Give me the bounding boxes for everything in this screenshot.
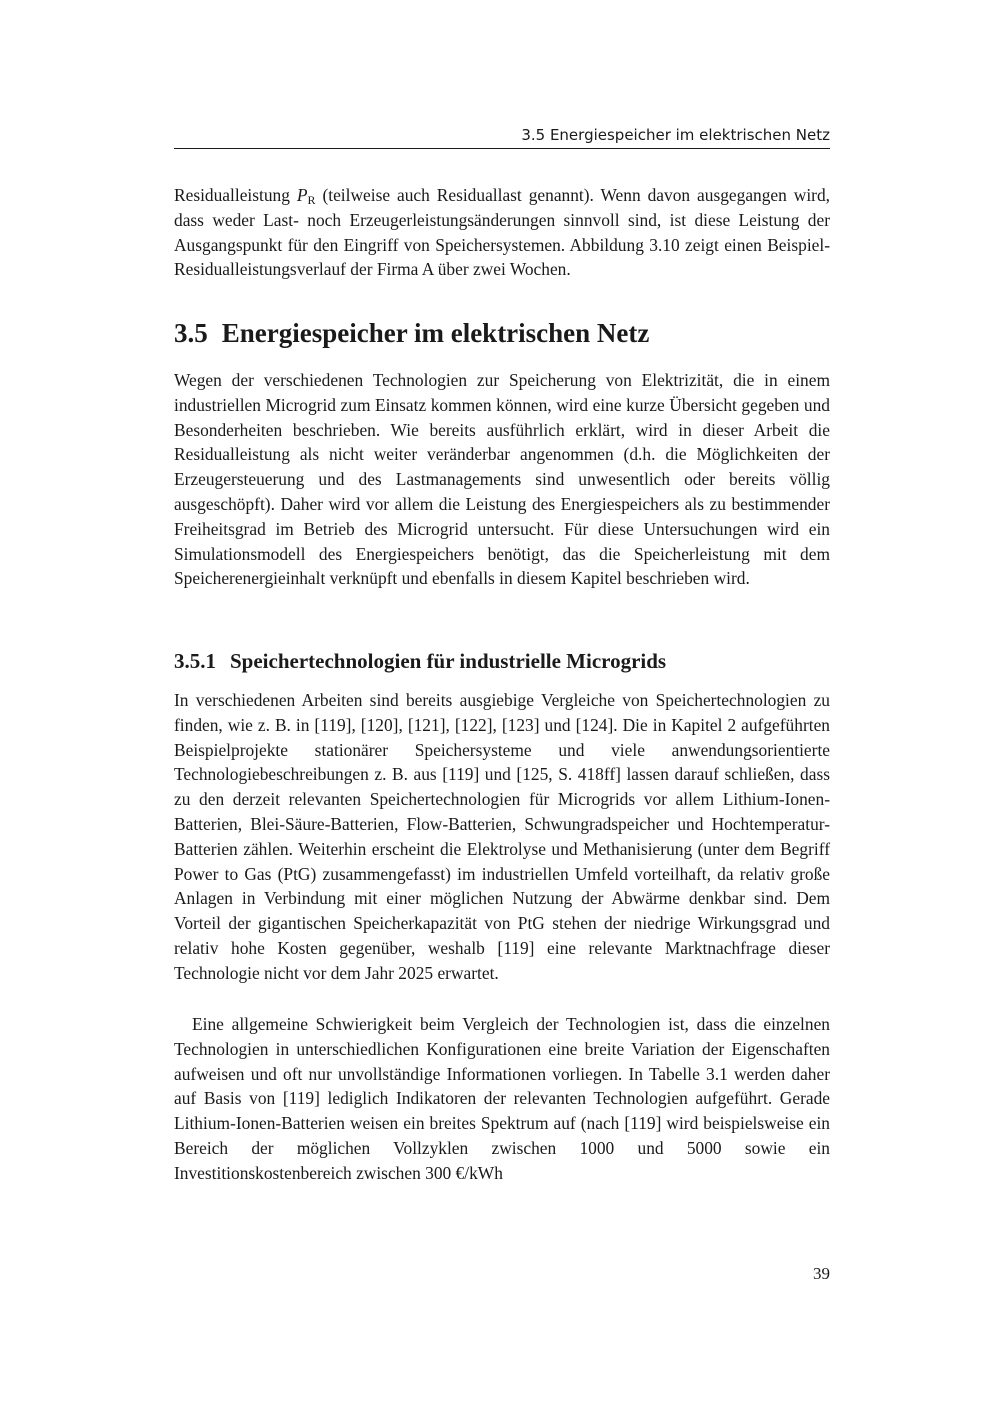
section-paragraph: Wegen der verschiedenen Technologien zur Speicherung von Elektrizität, die in einem industriellen Microgrid zum Einsatz kommen können, wird eine kurze Übersicht gegeben und Besonderheiten beschrieben. Wie bereits ausführlich erklärt, wird in dieser Arbeit die Residualleistung als nicht weiter veränderbar angenommen (d.h. die Möglichkeiten der Erzeugersteuerung und des Lastmanagements sind unwesentlich oder bereits völlig ausgeschöpft). Daher wird vor allem die Leistung des Energiespeichers als zu bestimmender Freiheitsgrad im Betrieb des Microgrid untersucht. Für diese Untersuchungen wird ein Simulationsmodell des Energiespeichers benötigt, das die Speicherleistung mit dem Speicherenergieinhalt verknüpft und ebenfalls in diesem Kapitel beschrieben wird. (174, 370, 830, 589)
residual-power-subscript: R (307, 193, 316, 207)
intro-text-after: (teilweise auch Residuallast genannt). Wenn davon ausgegangen wird, dass weder Last- noch Erzeugerleistungsänderungen sinnvoll sind, ist diese Leistung der Ausgangspunkt für den Eingriff von Speichersystemen. Abbildung 3.10 zeigt einen Beispiel-Residualleistungsverlauf der Firma A über zwei Wochen. (174, 185, 831, 280)
intro-paragraph (174, 183, 830, 282)
section-title: Energiespeicher im elektrischen Netz (221, 318, 650, 348)
section-heading (174, 316, 830, 350)
running-head: 3.5 Energiespeicher im elektrischen Netz (521, 126, 830, 144)
subsection-heading (174, 647, 830, 675)
residual-power-symbol: P (296, 185, 308, 205)
section-number: 3.5 (174, 318, 208, 348)
subsection-number: 3.5.1 (174, 649, 216, 673)
intro-text-before: Residualleistung (174, 185, 297, 205)
subsection-paragraph-2: Eine allgemeine Schwierigkeit beim Vergleich der Technologien ist, dass die einzelnen Technologien in unterschiedlichen Konfigurationen eine breite Variation der Eigenschaften aufweisen und oft nur unvollständige Informationen vorliegen. In Tabelle 3.1 werden daher auf Basis von [119] lediglich Indikatoren der relevanten Technologien aufgeführt. Gerade Lithium-Ionen-Batterien weisen ein breites Spektrum auf (nach [119] wird beispielsweise ein Bereich der möglichen Vollzyklen zwischen 1000 und 5000 sowie ein Investitionskostenbereich zwischen 300 €/kWh (174, 1014, 830, 1183)
subsection-title: Speichertechnologien für industrielle Microgrids (230, 649, 667, 673)
header-rule (174, 148, 830, 149)
page-number: 39 (813, 1264, 830, 1283)
subsection-paragraph-1: In verschiedenen Arbeiten sind bereits ausgiebige Vergleiche von Speichertechnologien zu finden, wie z. B. in [119], [120], [121], [122], [123] und [124]. Die in Kapitel 2 aufgeführten Beispielprojekte stationärer Speichersysteme und viele anwendungsorientierte Technologiebeschreibungen z. B. aus [119] und [125, S. 418ff] lassen darauf schließen, dass zu den derzeit relevanten Speichertechnologien für Microgrids vor allem Lithium-Ionen-Batterien, Blei-Säure-Batterien, Flow-Batterien, Schwungradspeicher und Hochtemperatur-Batterien zählen. Weiterhin erscheint die Elektrolyse und Methanisierung (unter dem Begriff Power to Gas (PtG) zusammengefasst) im industriellen Umfeld vorteilhaft, da relativ große Anlagen in Verbindung mit einer möglichen Nutzung der Abwärme denkbar sind. Dem Vorteil der gigantischen Speicherkapazität von PtG stehen der niedrige Wirkungsgrad und relativ hohe Kosten gegenüber, weshalb [119] eine relevante Marktnachfrage dieser Technologie nicht vor dem Jahr 2025 erwartet. (174, 690, 830, 983)
